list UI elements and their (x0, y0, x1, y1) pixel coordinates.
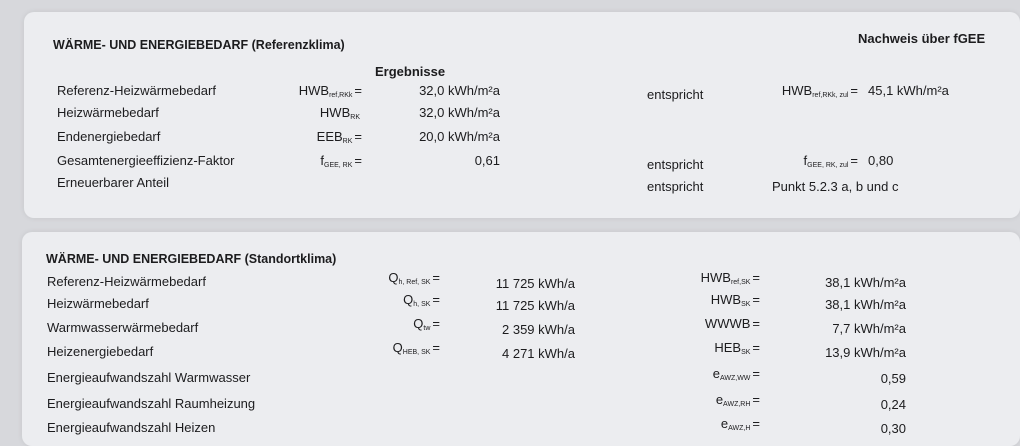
symbol-equals: = (752, 366, 760, 381)
row-label: Energieaufwandszahl Heizen (47, 420, 216, 435)
row-symbol (317, 129, 362, 150)
section-title-bold: WÄRME- UND ENERGIEBEDARF (53, 38, 249, 52)
symbol-base: e (720, 416, 729, 431)
symbol-subscript: h, SK (413, 301, 431, 308)
row-label: Endenergiebedarf (57, 129, 161, 144)
symbol-equals: = (354, 129, 362, 144)
energy-value: 4 271 kWh/a (502, 346, 575, 361)
symbol-equals: = (432, 316, 440, 331)
symbol-subscript: GEE, RK (324, 162, 353, 169)
section-title-climate: (Standortklima) (244, 252, 337, 266)
symbol-subscript: SK (741, 349, 751, 356)
specific-symbol (716, 392, 760, 413)
symbol-equals: = (354, 153, 362, 168)
symbol-equals: = (752, 340, 760, 355)
symbol-subscript: HEB, SK (402, 349, 431, 356)
energy-value: 2 359 kWh/a (502, 322, 575, 337)
symbol-subscript: ref,SK (730, 279, 751, 286)
symbol-base: HWB (298, 83, 330, 98)
row-label: Gesamtenergieeffizienz-Faktor (57, 153, 235, 168)
symbol-equals: = (432, 270, 440, 285)
row-label: Energieaufwandszahl Raumheizung (47, 396, 256, 411)
symbol-subscript: AWZ,RH (723, 401, 751, 408)
specific-value: 0,24 (880, 397, 906, 412)
symbol-subscript: RK (342, 138, 353, 145)
row-label: Referenz-Heizwärmebedarf (57, 83, 216, 98)
specific-value: 38,1 kWh/m²a (825, 275, 906, 290)
requirement-symbol (782, 83, 858, 104)
requirement-symbol (804, 153, 858, 174)
row-label: Heizwärmebedarf (57, 105, 159, 120)
specific-symbol (705, 316, 760, 337)
symbol-equals: = (752, 316, 760, 331)
symbol-base: e (712, 366, 720, 381)
specific-value: 0,59 (880, 371, 906, 386)
energy-symbol (403, 292, 440, 313)
symbol-base: f (803, 153, 808, 168)
row-value: 32,0 kWh/m²a (419, 83, 500, 98)
energy-value: 11 725 kWh/a (495, 276, 575, 291)
requirement-value: 0,80 (868, 153, 894, 168)
symbol-equals: = (850, 153, 858, 168)
requirement-value: 45,1 kWh/m²a (868, 83, 949, 98)
specific-symbol (721, 416, 760, 437)
row-label: Referenz-Heizwärmebedarf (47, 274, 206, 289)
symbol-equals: = (850, 83, 858, 98)
specific-symbol (714, 340, 760, 361)
symbol-equals: = (752, 292, 760, 307)
specific-value: 38,1 kWh/m²a (825, 297, 906, 312)
section-title-standortklima (46, 251, 336, 267)
entspricht-label: entspricht (647, 179, 704, 194)
row-symbol (320, 153, 362, 174)
specific-symbol (701, 270, 760, 291)
section-title-climate: (Referenzklima) (251, 38, 345, 52)
specific-symbol (713, 366, 760, 387)
symbol-base: f (320, 153, 324, 168)
symbol-subscript: ref,RKk (329, 92, 353, 99)
symbol-base: WWWB (704, 316, 751, 331)
symbol-base: HWB (781, 83, 813, 98)
symbol-equals: = (752, 392, 760, 407)
entspricht-label: entspricht (647, 157, 704, 172)
row-value: 0,61 (474, 153, 500, 168)
row-symbol (320, 105, 362, 126)
symbol-base: Q (413, 316, 424, 331)
symbol-base: HWB (700, 270, 731, 285)
ergebnisse-heading: Ergebnisse (375, 64, 446, 79)
symbol-subscript: RK (350, 114, 360, 121)
row-value: 32,0 kWh/m²a (419, 105, 500, 120)
specific-symbol (711, 292, 760, 313)
specific-value: 7,7 kWh/m²a (832, 321, 906, 336)
symbol-equals: = (752, 270, 760, 285)
energy-symbol (413, 316, 440, 337)
section-title-referenzklima (53, 37, 345, 53)
energy-symbol (393, 340, 440, 361)
row-label: Heizwärmebedarf (47, 296, 149, 311)
symbol-subscript: h, Ref, SK (398, 279, 431, 286)
symbol-base: Q (388, 270, 399, 285)
symbol-subscript: tw (423, 325, 431, 332)
symbol-equals: = (354, 83, 362, 98)
symbol-base: HWB (710, 292, 742, 307)
symbol-subscript: ref,RKk, zul (812, 92, 849, 99)
requirement-text: Punkt 5.2.3 a, b und c (772, 179, 899, 194)
symbol-base: Q (392, 340, 403, 355)
specific-value: 0,30 (880, 421, 906, 436)
section-title-bold: WÄRME- UND ENERGIEBEDARF (46, 252, 242, 266)
symbol-base: Q (403, 292, 414, 307)
entspricht-label: entspricht (647, 87, 704, 102)
row-value: 20,0 kWh/m²a (419, 129, 500, 144)
symbol-equals: = (432, 340, 440, 355)
symbol-equals: = (752, 416, 760, 431)
energy-symbol (388, 270, 440, 291)
symbol-subscript: AWZ,H (728, 425, 751, 432)
symbol-base: EEB (316, 129, 343, 144)
nachweis-heading: Nachweis über fGEE (858, 31, 986, 46)
symbol-base: HEB (714, 340, 742, 355)
symbol-subscript: SK (741, 301, 751, 308)
symbol-base: e (715, 392, 724, 407)
symbol-subscript: AWZ,WW (719, 375, 751, 382)
specific-value: 13,9 kWh/m²a (825, 345, 906, 360)
symbol-subscript: GEE, RK, zul (807, 162, 849, 169)
row-label: Erneuerbarer Anteil (57, 175, 170, 190)
symbol-equals: = (432, 292, 440, 307)
energy-value: 11 725 kWh/a (495, 298, 575, 313)
symbol-base: HWB (319, 105, 351, 120)
row-label: Energieaufwandszahl Warmwasser (47, 370, 251, 385)
row-label: Heizenergiebedarf (47, 344, 154, 359)
row-symbol (299, 83, 362, 104)
row-label: Warmwasserwärmebedarf (47, 320, 199, 335)
